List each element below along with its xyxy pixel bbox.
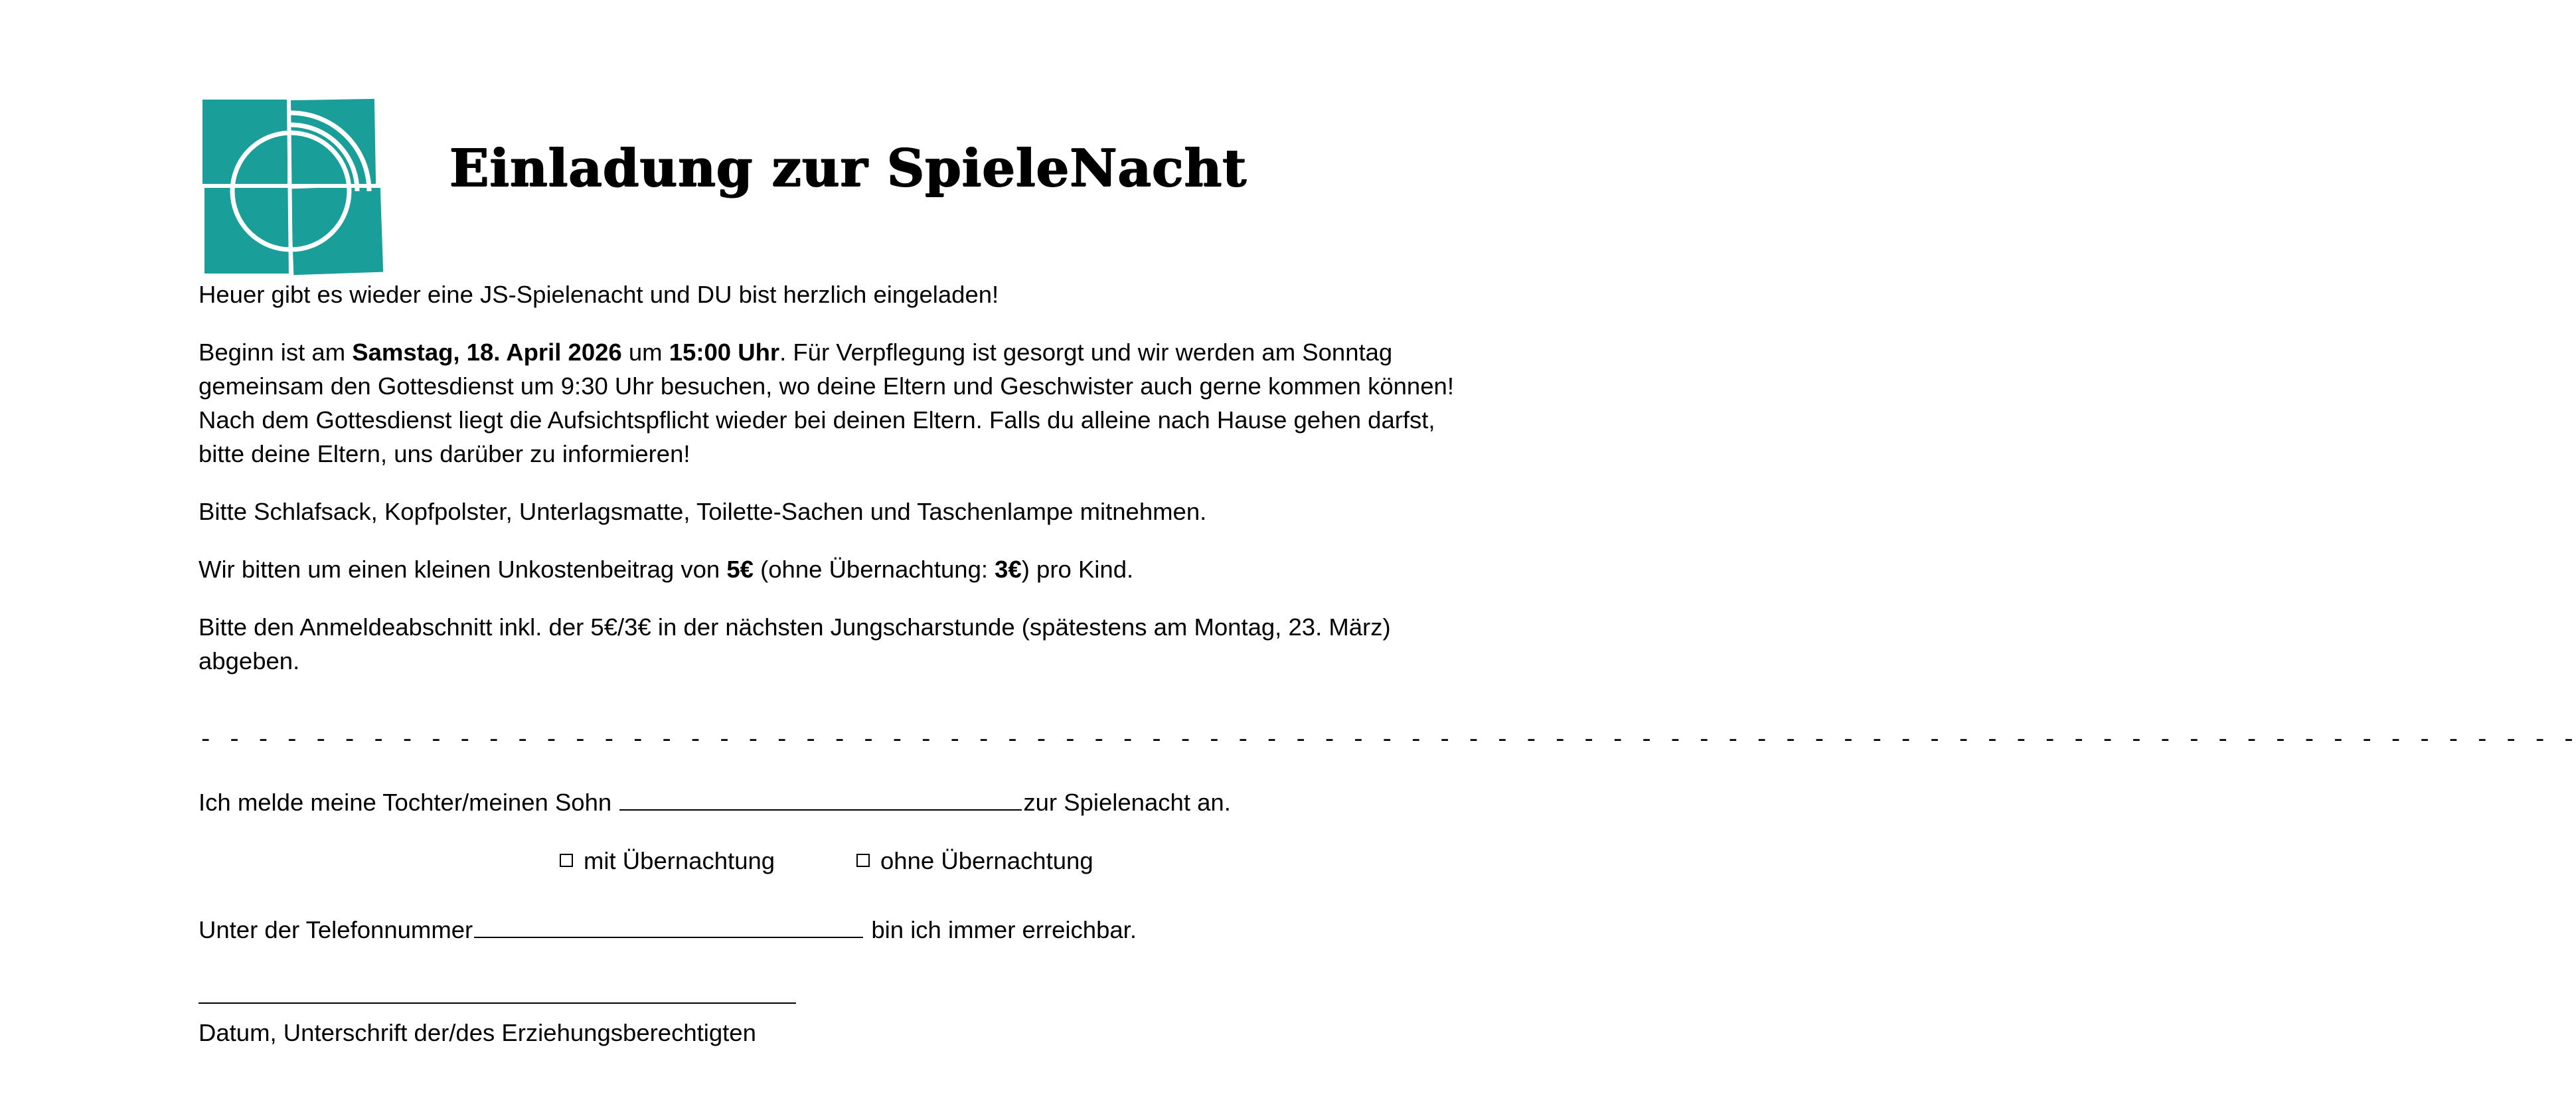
phone-number-field[interactable] [474,913,863,938]
start-time: 15:00 Uhr [669,339,780,366]
logo [199,98,385,276]
page-title: Einladung zur SpieleNacht [449,138,1248,198]
phone-line: Unter der Telefonnummer bin ich immer erreichbar. [199,913,1137,947]
option-without-overnight[interactable]: ohne Übernachtung [856,844,1093,878]
child-name-field[interactable] [619,785,1022,811]
logo-emblem-icon [202,98,383,276]
fee-paragraph: Wir bitten um einen kleinen Unkostenbeitrag von 5€ (ohne Übernachtung: 3€) pro Kind. [199,556,1134,583]
fee-amount: 5€ [726,556,754,583]
registration-line: Ich melde meine Tochter/meinen Sohn zur Spielenacht an. [199,785,1231,819]
deadline-text: Bitte den Anmeldeabschnitt inkl. der 5€/3€ in der nächsten Jungscharstunde (spätestens am Montag, 23. März) abgeben. [199,613,1391,674]
supervision-text: Nach dem Gottesdienst liegt die Aufsichtspflicht wieder bei deinen Eltern. Falls du alleine nach Hause gehen darfst, bitte deine Eltern, uns darüber zu informieren! [199,406,1435,467]
start-date: Samstag, 18. April 2026 [352,339,622,366]
bring-list: Bitte Schlafsack, Kopfpolster, Unterlagsmatte, Toilette-Sachen und Taschenlampe mitnehmen. [199,498,1207,525]
invitation-body [199,278,1473,702]
cut-line-divider: - - - - - - - - - - - - - - - - - - - - - - - - - - - - - - - - - - - - - - - - - - - - - - - - - - - - - - - - - - - - - - - - - - - - - - - - - - - - - - - - - - - [199,726,2576,753]
intro-text: Heuer gibt es wieder eine JS-Spielenacht und DU bist herzlich eingeladen! [199,281,999,308]
signature-caption: Datum, Unterschrift der/des Erziehungsberechtigten [199,1019,756,1046]
checkbox-icon[interactable] [856,854,870,867]
checkbox-icon[interactable] [560,854,573,867]
option-with-overnight[interactable]: mit Übernachtung [560,844,775,878]
start-paragraph: Beginn ist am Samstag, 18. April 2026 um 15:00 Uhr. Für Verpflegung ist gesorgt und wir werden am Sonntag gemeinsam den Gottesdienst um 9:30 Uhr besuchen, wo deine Eltern und Geschwister auch gerne kommen können! [199,339,1454,400]
fee-reduced: 3€ [995,556,1022,583]
signature-field[interactable] [199,1002,796,1004]
